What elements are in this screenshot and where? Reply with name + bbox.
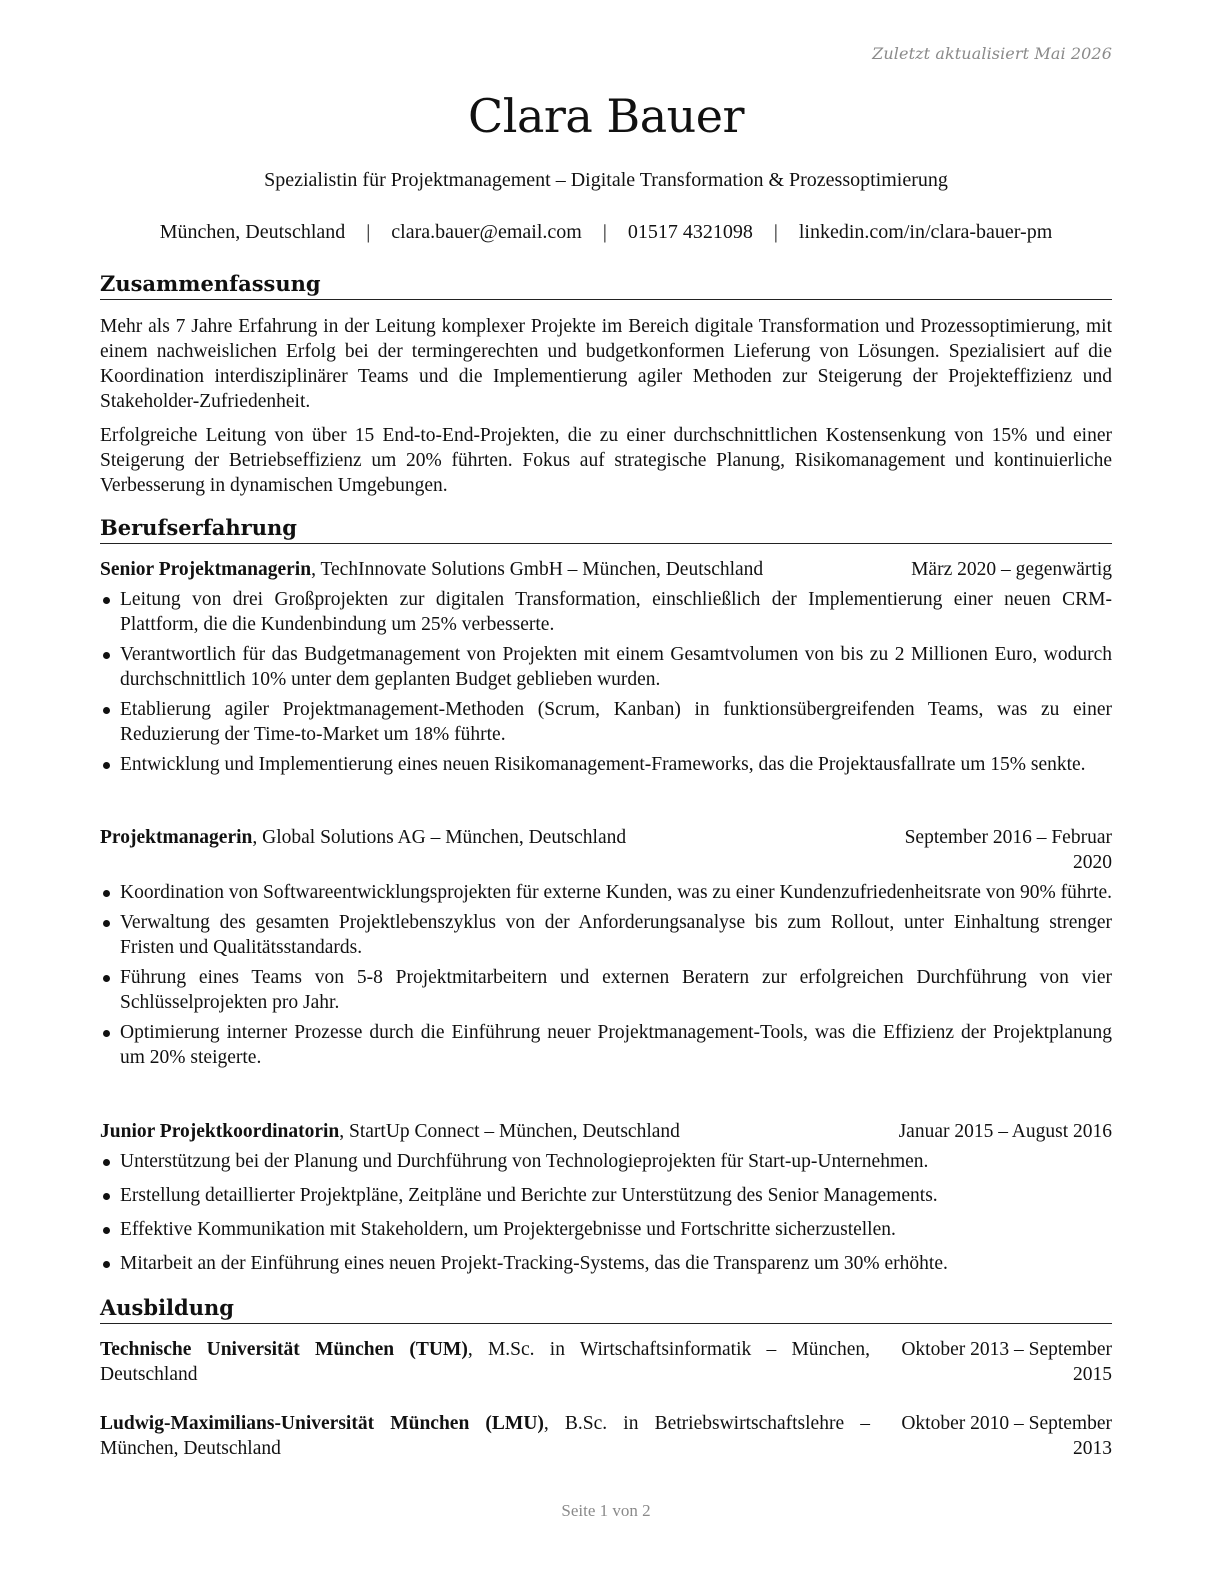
education-dates: Oktober 2013 – September 2015 xyxy=(901,1339,1112,1385)
bullet-icon xyxy=(103,762,110,769)
list-item: Entwicklung und Implementierung eines neuen Risikomanagement-Frameworks, das die Projektausfallrate um 15% senkte. xyxy=(100,752,1112,777)
bullet-icon xyxy=(103,890,110,897)
bullet-icon xyxy=(103,1030,110,1037)
summary-paragraph: Mehr als 7 Jahre Erfahrung in der Leitung komplexer Projekte im Bereich digitale Transformation und Prozessoptimierung, mit einem nachweislichen Erfolg bei der termingerechten und budgetkonformen Lieferung von Lösungen. Spezialisiert auf die Koordination interdisziplinärer Teams und die Implementierung agiler Methoden zur Steigerung der Projekteffizienz und Stakeholder-Zufriedenheit. xyxy=(100,316,1112,412)
list-item: Etablierung agiler Projektmanagement-Methoden (Scrum, Kanban) in funktionsübergreifenden Teams, was zu einer Reduzierung der Time-to-Market um 18% führte. xyxy=(100,697,1112,747)
contact-location: München, Deutschland xyxy=(159,221,346,243)
bullet-icon xyxy=(103,975,110,982)
bullet-icon xyxy=(103,1193,110,1200)
job-company: , StartUp Connect – München, Deutschland xyxy=(339,1121,680,1142)
list-item: Verantwortlich für das Budgetmanagement von Projekten mit einem Gesamtvolumen von bis zu 2 Millionen Euro, wodurch durchschnittlich 10% unter dem geplanten Budget geblieben wurden. xyxy=(100,642,1112,692)
contact-separator: | xyxy=(366,221,371,243)
job-dates: September 2016 – Februar 2020 xyxy=(904,827,1112,873)
contact-linkedin[interactable]: linkedin.com/in/clara-bauer-pm xyxy=(798,221,1053,243)
bullet-icon xyxy=(103,1261,110,1268)
education-detail: , M.Sc. in Wirtschaftsinformatik – München, Deutschland xyxy=(100,1339,870,1385)
job-bullets xyxy=(100,1149,1112,1276)
contact-email[interactable]: clara.bauer@email.com xyxy=(391,221,582,243)
contact-line xyxy=(100,219,1112,245)
list-item: Effektive Kommunikation mit Stakeholdern, um Projektergebnisse und Fortschritte sicherzustellen. xyxy=(100,1217,1112,1242)
list-item: Leitung von drei Großprojekten zur digitalen Transformation, einschließlich der Implementierung einer neuen CRM-Plattform, die die Kundenbindung um 25% verbesserte. xyxy=(100,587,1112,637)
job-header xyxy=(100,557,1112,582)
job-dates: März 2020 – gegenwärtig xyxy=(911,559,1112,580)
page-number: Seite 1 von 2 xyxy=(561,1501,651,1520)
list-item: Koordination von Softwareentwicklungsprojekten für externe Kunden, was zu einer Kundenzufriedenheitsrate von 90% führte. xyxy=(100,880,1112,905)
job-role: Junior Projektkoordinatorin xyxy=(100,1121,340,1142)
job-dates: Januar 2015 – August 2016 xyxy=(898,1121,1112,1142)
bullet-icon xyxy=(103,597,110,604)
list-item: Erstellung detaillierter Projektpläne, Zeitpläne und Berichte zur Unterstützung des Senior Managements. xyxy=(100,1183,1112,1208)
contact-phone: 01517 4321098 xyxy=(627,221,753,243)
job-company: , TechInnovate Solutions GmbH – München, Deutschland xyxy=(311,559,764,580)
resume-page xyxy=(100,0,1112,1584)
bullet-icon xyxy=(103,1159,110,1166)
section-title-experience: Berufserfahrung xyxy=(100,514,1112,544)
contact-separator: | xyxy=(602,221,607,243)
education-detail: , B.Sc. in Betriebswirtschaftslehre – München, Deutschland xyxy=(100,1413,870,1459)
job-role: Senior Projektmanagerin xyxy=(100,559,312,580)
candidate-name: Clara Bauer xyxy=(468,89,744,143)
list-item: Mitarbeit an der Einführung eines neuen Projekt-Tracking-Systems, das die Transparenz um 30% erhöhte. xyxy=(100,1251,1112,1276)
section-title-summary: Zusammenfassung xyxy=(100,270,1112,300)
list-item: Führung eines Teams von 5-8 Projektmitarbeitern und externen Beratern zur erfolgreichen Durchführung von vier Schlüsselprojekten pro Jahr. xyxy=(100,965,1112,1015)
summary-paragraph: Erfolgreiche Leitung von über 15 End-to-End-Projekten, die zu einer durchschnittlichen Kostensenkung von 15% und einer Steigerung der Betriebseffizienz um 20% führten. Fokus auf strategische Planung, Risikomanagement und kontinuierliche Verbesserung in dynamischen Umgebungen. xyxy=(100,425,1112,496)
job-header xyxy=(100,1119,1112,1144)
job-bullets xyxy=(100,587,1112,777)
last-updated-note: Zuletzt aktualisiert Mai 2026 xyxy=(872,44,1112,63)
job-bullets xyxy=(100,880,1112,1070)
contact-separator: | xyxy=(773,221,778,243)
education-school: Technische Universität München (TUM) xyxy=(100,1339,468,1360)
job-header xyxy=(100,825,1112,873)
job-role: Projektmanagerin xyxy=(100,827,253,848)
candidate-tagline: Spezialistin für Projektmanagement – Digitale Transformation & Prozessoptimierung xyxy=(264,169,948,191)
bullet-icon xyxy=(103,1227,110,1234)
bullet-icon xyxy=(103,920,110,927)
list-item: Unterstützung bei der Planung und Durchführung von Technologieprojekten für Start-up-Unternehmen. xyxy=(100,1149,1112,1174)
section-title-education: Ausbildung xyxy=(100,1294,1112,1324)
list-item: Verwaltung des gesamten Projektlebenszyklus von der Anforderungsanalyse bis zum Rollout, unter Einhaltung strenger Fristen und Qualitätsstandards. xyxy=(100,910,1112,960)
job-company: , Global Solutions AG – München, Deutschland xyxy=(252,827,627,848)
list-item: Optimierung interner Prozesse durch die Einführung neuer Projektmanagement-Tools, was die Effizienz der Projektplanung um 20% steigerte. xyxy=(100,1020,1112,1070)
education-dates: Oktober 2010 – September 2013 xyxy=(901,1413,1112,1459)
bullet-icon xyxy=(103,652,110,659)
education-school: Ludwig-Maximilians-Universität München (LMU) xyxy=(100,1413,544,1434)
bullet-icon xyxy=(103,707,110,714)
